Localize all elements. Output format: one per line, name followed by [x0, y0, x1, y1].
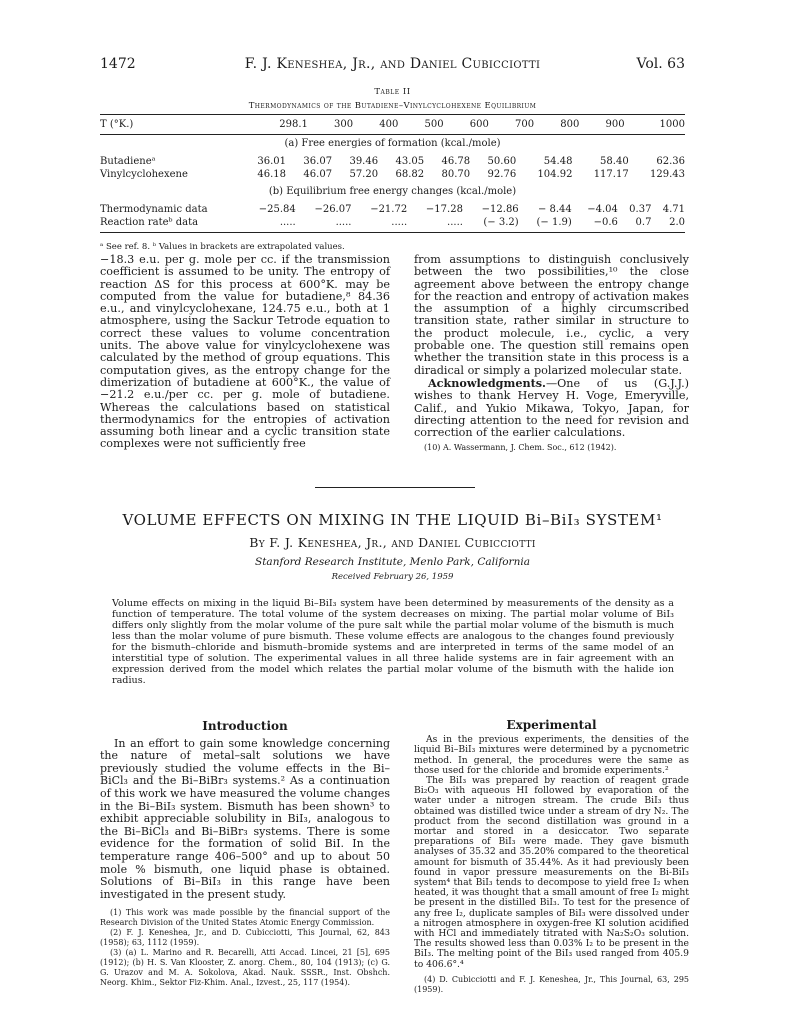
table-cell: 92.76	[487, 169, 517, 180]
table-cell: 50.60	[487, 156, 517, 167]
table-cell: (− 1.9)	[536, 217, 572, 228]
experimental-text-2: The BiI₃ was prepared by reaction of reagent grade Bi₂O₃ with aqueous HI followed by evaporation of the water under a nitrogen stream. The crude BiI₃ thus obtained was distilled twice under a stream of dry N₂. The product from the second distillation was ground in a mortar and stored in a desiccator. Two separate preparations of BiI₃ were made. They gave bismuth analyses of 35.32 and 35.20% compared to the theoretical amount for bismuth of 35.44%. As it had previously been found in vapor pressure measurements on the Bi-BiI₃ system⁴ that BiI₃ tends to decompose to yield free I₂ when heated, it was thought that a small amount of free I₂ might be present in the distilled BiI₃. To test for the presence of any free I₂, duplicate samples of BiI₃ were dissolved under a nitrogen atmosphere in oxygen-free KI solution acidified with HCl and immediately titrated with Na₂S₂O₃ solution. The results showed less than 0.03% I₂ to be present in the BiI₃. The melting point of the BiI₃ used ranged from 405.9 to 406.6°.⁴	[414, 775, 689, 970]
table-cell: 0.37	[629, 204, 652, 215]
temperature-row	[100, 118, 685, 131]
table-cell: 39.46	[349, 156, 379, 167]
table-cell: 129.43	[650, 169, 685, 180]
volume-label: Vol. 63	[636, 56, 685, 72]
row-label: Thermodynamic data	[100, 204, 208, 215]
table-row	[100, 155, 685, 168]
table-cell: 57.20	[349, 169, 379, 180]
temperature-header: 900	[605, 119, 625, 130]
reference-3: (3) (a) L. Marino and R. Becarelli, Atti Accad. Lincei, 21 [5], 695 (1912); (b) H. S. Van Klooster, Z. anorg. Chem., 80, 104 (1913); (c) G. G. Urazov and M. A. Sokolova, Akad. Nauk. SSSR., Inst. Obshch. Neorg. Khim., Sektor Fiz-Khim. Anal., Izvest., 25, 117 (1954).	[100, 948, 390, 988]
temp-label: T (°K.)	[100, 119, 134, 130]
table-cell: 62.36	[656, 156, 685, 167]
row-label: Butadieneᵃ	[100, 156, 156, 167]
table-row	[100, 168, 685, 181]
table-cell: 46.18	[257, 169, 287, 180]
upper-left-column	[100, 254, 390, 451]
running-authors: F. J. Keneshea, Jr., and Daniel Cubicciotti	[244, 56, 541, 72]
table-cell: .....	[335, 217, 352, 228]
temperature-header: 1000	[659, 119, 685, 130]
article-affiliation: Stanford Research Institute, Menlo Park, California	[255, 556, 530, 568]
acknowledgments-text: —One of us (G.J.J.) wishes to thank Hervey H. Voge, Emeryville, Calif., and Yukio Mikawa, Tokyo, Japan, for directing attention to the need for revision and correction of the earlier calculations.	[414, 376, 689, 440]
section-b-heading: (b) Equilibrium free energy changes (kcal./mole)	[268, 186, 517, 197]
table-cell: −12.86	[481, 204, 519, 215]
introduction-heading: Introduction	[202, 719, 288, 733]
received-date: Received February 26, 1959	[331, 572, 454, 582]
table-cell: 46.07	[303, 169, 333, 180]
experimental-heading: Experimental	[506, 718, 597, 732]
table-cell: 54.48	[543, 156, 573, 167]
table-cell: 117.17	[593, 169, 629, 180]
temperature-header: 500	[424, 119, 444, 130]
table-header-row	[100, 118, 685, 131]
acknowledgments-heading: Acknowledgments.	[428, 375, 546, 390]
table-cell: −4.04	[587, 204, 618, 215]
temperature-header: 400	[379, 119, 399, 130]
temperature-header: 300	[334, 119, 354, 130]
abstract: Volume effects on mixing in the liquid Bi–BiI₃ system have been determined by measurements of the density as a function of temperature. The total volume of the system decreases on mixing. The partial molar volume of BiI₃ differs only slightly from the molar volume of the pure salt while the partial molar volume of the bismuth is much less than the molar volume of pure bismuth. These volume effects are analogous to the changes found previously for the bismuth–chloride and bismuth–bromide systems and are interpreted in terms of the same model of an interstitial type of solution. The experimental values in all three halide systems are in fair agreement with an expression derived from the model which relates the partial molar volume of the bismuth with the halide ion radius.	[112, 598, 674, 686]
reference-4: (4) D. Cubicciotti and F. J. Keneshea, Jr., This Journal, 63, 295 (1959).	[414, 974, 689, 994]
table-cell: 2.0	[669, 217, 685, 228]
table-cell: .....	[447, 217, 463, 228]
table-cell: −17.28	[425, 204, 463, 215]
reference-1: (1) This work was made possible by the financial support of the Research Division of the United States Atomic Energy Commission.	[100, 908, 390, 928]
introduction-text: In an effort to gain some knowledge concerning the nature of metal–salt solutions we have previously studied the volume effects in the Bi–BiCl₃ and the Bi–BiBr₃ systems.² As a continuation of this work we have measured the volume changes in the Bi–BiI₃ system. Bismuth has been shown³ to exhibit appreciable solubility in BiI₃, analogous to the Bi–BiCl₃ and Bi–BiBr₃ systems. There is some evidence for the formation of solid BiI. In the temperature range 406–500° and up to about 50 mole % bismuth, one liquid phase is obtained. Solutions of Bi–BiI₃ in this range have been investigated in the present study.	[100, 736, 390, 901]
table-cell: 58.40	[600, 156, 629, 167]
reference-2: (2) F. J. Keneshea, Jr., and D. Cubicciotti, This Journal, 62, 843 (1958); 63, 1112 (1959).	[100, 928, 390, 948]
table-cell: −21.72	[370, 204, 408, 215]
table-cell: − 8.44	[537, 204, 572, 215]
temperature-header: 700	[515, 119, 535, 130]
table-cell: 36.01	[257, 156, 287, 167]
conclusion-paragraph: from assumptions to distinguish conclusively between the two possibilities,¹⁰ the close agreement above between the entropy change for the reaction and entropy of activation makes the assumption of a highly circumscribed transition state, rather similar in structure to the product molecule, i.e., cyclic, a very probable one. The question still remains open whether the transition state in this process is a diradical or simply a polarized molecular state.	[414, 253, 689, 377]
article-title: VOLUME EFFECTS ON MIXING IN THE LIQUID Bi–BiI₃ SYSTEM¹	[122, 511, 663, 529]
table-cell: 43.05	[395, 156, 425, 167]
table-cell: (− 3.2)	[483, 217, 519, 228]
table-cell: 36.07	[303, 156, 333, 167]
experimental-column	[414, 720, 689, 995]
table-row	[100, 216, 685, 229]
table-title: Thermodynamics of the Butadiene–Vinylcyclohexene Equilibrium	[248, 101, 537, 111]
table-cell: 80.70	[441, 169, 471, 180]
table-cell: .....	[279, 217, 296, 228]
table-cell: 68.82	[395, 169, 425, 180]
table-cell: 4.71	[662, 204, 685, 215]
upper-right-column	[414, 254, 689, 453]
continuation-paragraph: −18.3 e.u. per g. mole per cc. if the transmission coefficient is assumed to be unity. The entropy of reaction ΔS for this process at 600°K. may be computed from the value for butadiene,⁸ 84.36 e.u., and vinylcyclohexane, 124.75 e.u., both at 1 atmosphere, using the Sackur Tetrode equation to correct these values to volume concentration units. The above value for vinylcyclohexene was calculated by the method of group equations. This computation gives, as the entropy change for the dimerization of butadiene at 600°K., the value of −21.2 e.u./per cc. per g. mole of butadiene. Whereas the calculations based on statistical thermodynamics for the entropies of activation assuming both linear and a cyclic transition state complexes were not sufficiently free	[100, 253, 390, 451]
table-row	[100, 203, 685, 216]
table-footnote: ᵃ See ref. 8. ᵇ Values in brackets are extrapolated values.	[100, 242, 345, 252]
table-cell: .....	[391, 217, 408, 228]
row-label: Vinylcyclohexene	[100, 169, 188, 180]
table-cell: −25.84	[258, 204, 296, 215]
section-a-heading: (a) Free energies of formation (kcal./mole)	[284, 138, 501, 149]
experimental-text-1: As in the previous experiments, the densities of the liquid Bi–BiI₃ mixtures were determined by a pycnometric method. In general, the procedures were the same as those used for the chloride and bromide experiments.²	[414, 734, 689, 776]
row-label: Reaction rateᵇ data	[100, 217, 199, 228]
temperature-header: 600	[469, 119, 489, 130]
table-bottom-rule	[100, 232, 685, 233]
table-cell: 0.7	[635, 217, 652, 228]
reference-10: (10) A. Wassermann, J. Chem. Soc., 612 (1942).	[424, 443, 617, 453]
table-cell: −0.6	[593, 217, 618, 228]
introduction-column	[100, 720, 390, 988]
table-section-b	[100, 203, 685, 229]
article-separator	[315, 487, 475, 488]
table-top-rule	[100, 114, 685, 115]
article-byline: By F. J. Keneshea, Jr., and Daniel Cubicciotti	[249, 535, 536, 550]
temperature-header: 298.1	[279, 119, 308, 130]
table-cell: 46.78	[441, 156, 471, 167]
table-cell: 104.92	[537, 169, 573, 180]
table-cell: −26.07	[314, 204, 352, 215]
table-section-a	[100, 155, 685, 181]
table-header-rule	[100, 134, 685, 135]
page-number: 1472	[100, 56, 136, 72]
temperature-header: 800	[560, 119, 580, 130]
table-caption: Table II	[374, 87, 411, 97]
